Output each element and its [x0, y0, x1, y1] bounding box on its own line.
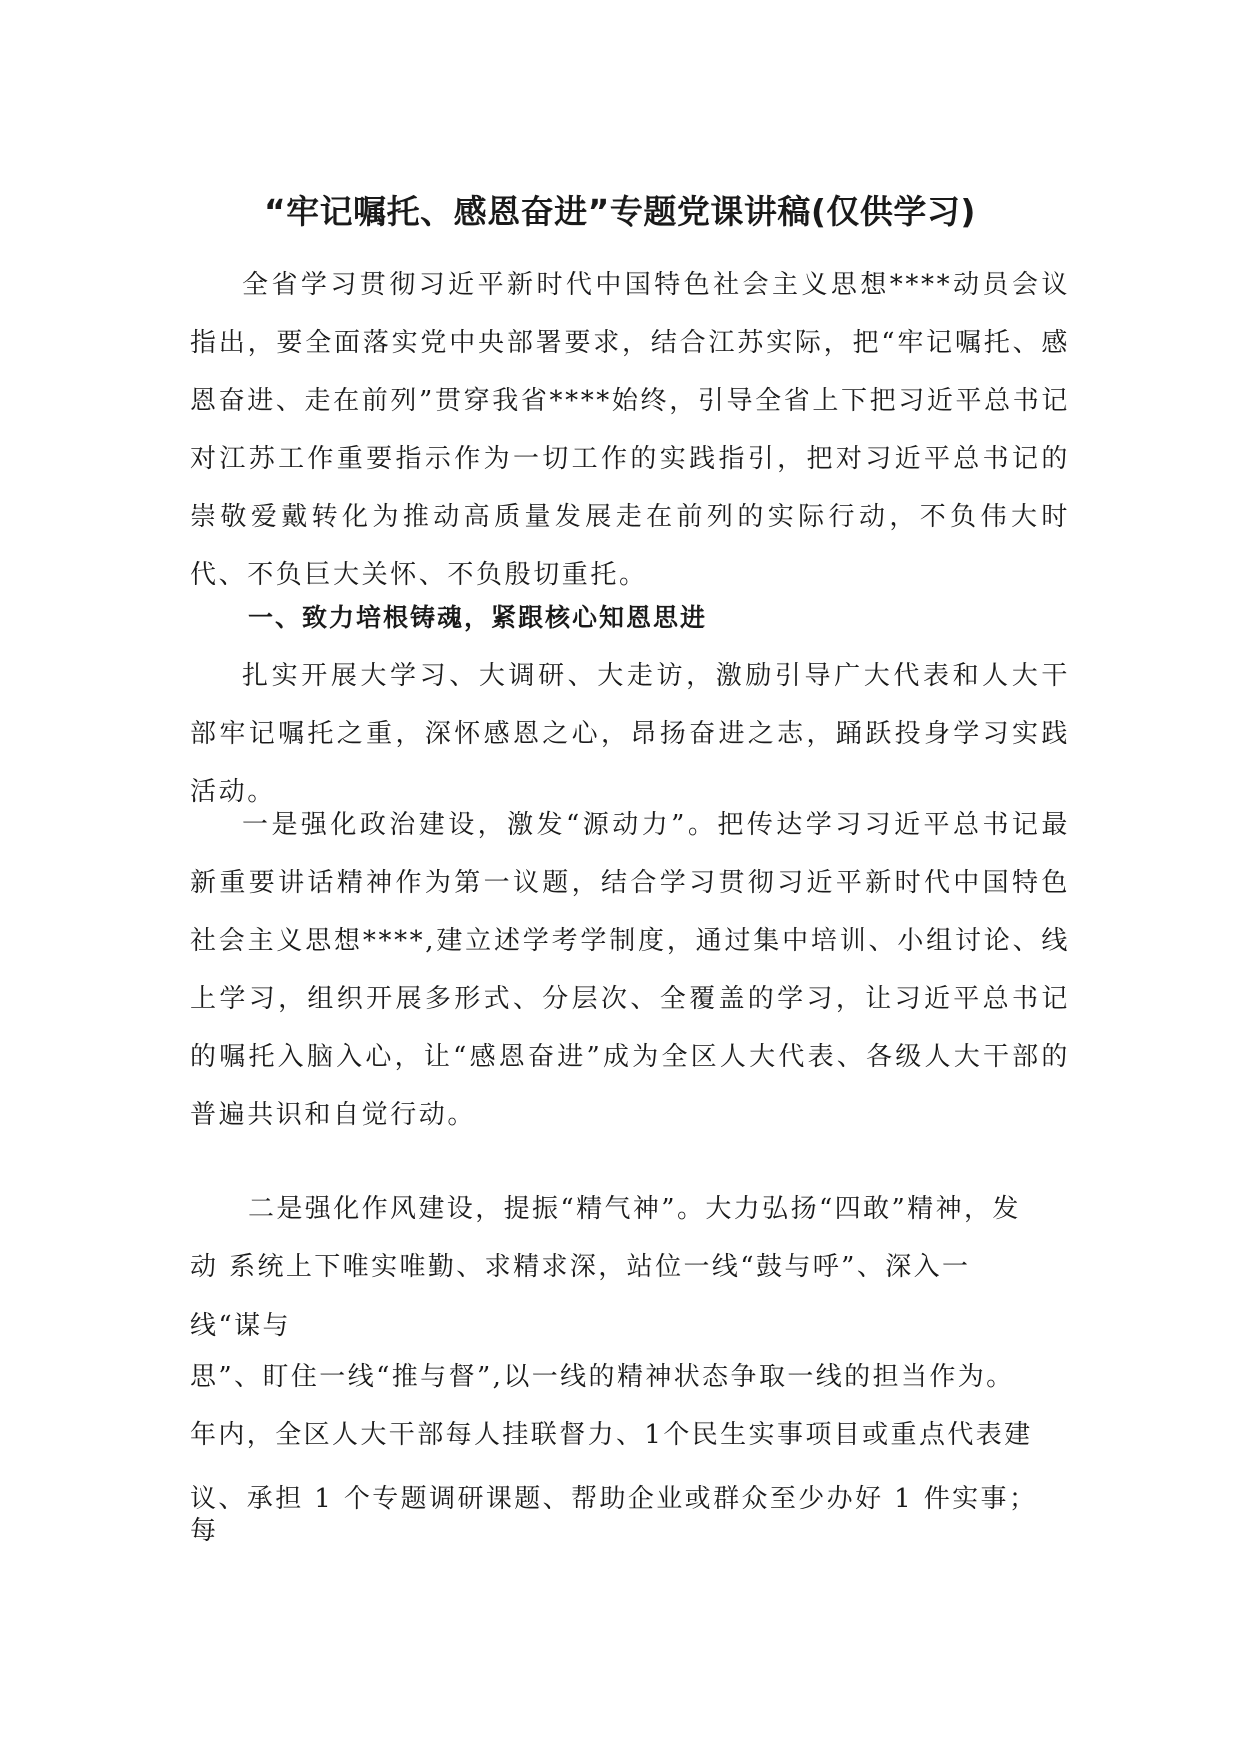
document-title: “牢记嘱托、感恩奋进”专题党课讲稿(仅供学习): [263, 192, 977, 231]
intro-paragraph: 全省学习贯彻习近平新时代中国特色社会主义思想****动员会议指出，要全面落实党中央部署要求，结合江苏实际，把“牢记嘱托、感恩奋进、走在前列”贯穿我省****始终，引导全省上下把习近平总书记对江苏工作重要指示作为一切工作的实践指引，把对习近平总书记的崇敬爱戴转化为推动高质量发展走在前列的实际行动，不负伟大时代、不负巨大关怀、不负殷切重托。: [190, 270, 1070, 590]
paragraph-3-line: 二是强化作风建设，提振“精气神”。大力弘扬“四敢”精神，发: [248, 1194, 1021, 1224]
section-paragraph-1: 扎实开展大学习、大调研、大走访，激励引导广大代表和人大干部牢记嘱托之重，深怀感恩之心，昂扬奋进之志，踊跃投身学习实践活动。: [190, 661, 1070, 807]
paragraph-3-line: 议、承担 1 个专题调研课题、帮助企业或群众至少办好 1 件实事；: [190, 1484, 1038, 1514]
paragraph-3-line: 思”、盯住一线“推与督”,以一线的精神状态争取一线的担当作为。: [190, 1362, 1015, 1392]
paragraph-3-line: 线“谋与: [190, 1311, 291, 1341]
section-heading: 一、致力培根铸魂，紧跟核心知恩思进: [248, 603, 708, 632]
section-paragraph-2: 一是强化政治建设，激发“源动力”。把传达学习习近平总书记最新重要讲话精神作为第一议题，结合学习贯彻习近平新时代中国特色社会主义思想****,建立述学考学制度，通过集中培训、小组讨论、线上学习，组织开展多形式、分层次、全覆盖的学习，让习近平总书记的嘱托入脑入心，让“感恩奋进”成为全区人大代表、各级人大干部的普遍共识和自觉行动。: [190, 810, 1070, 1130]
paragraph-3-line: 每: [190, 1516, 219, 1546]
paragraph-3-line: 年内，全区人大干部每人挂联督力、1个民生实事项目或重点代表建: [190, 1420, 1033, 1450]
paragraph-3-line: 动 系统上下唯实唯勤、求精求深，站位一线“鼓与呼”、深入一: [190, 1252, 971, 1282]
